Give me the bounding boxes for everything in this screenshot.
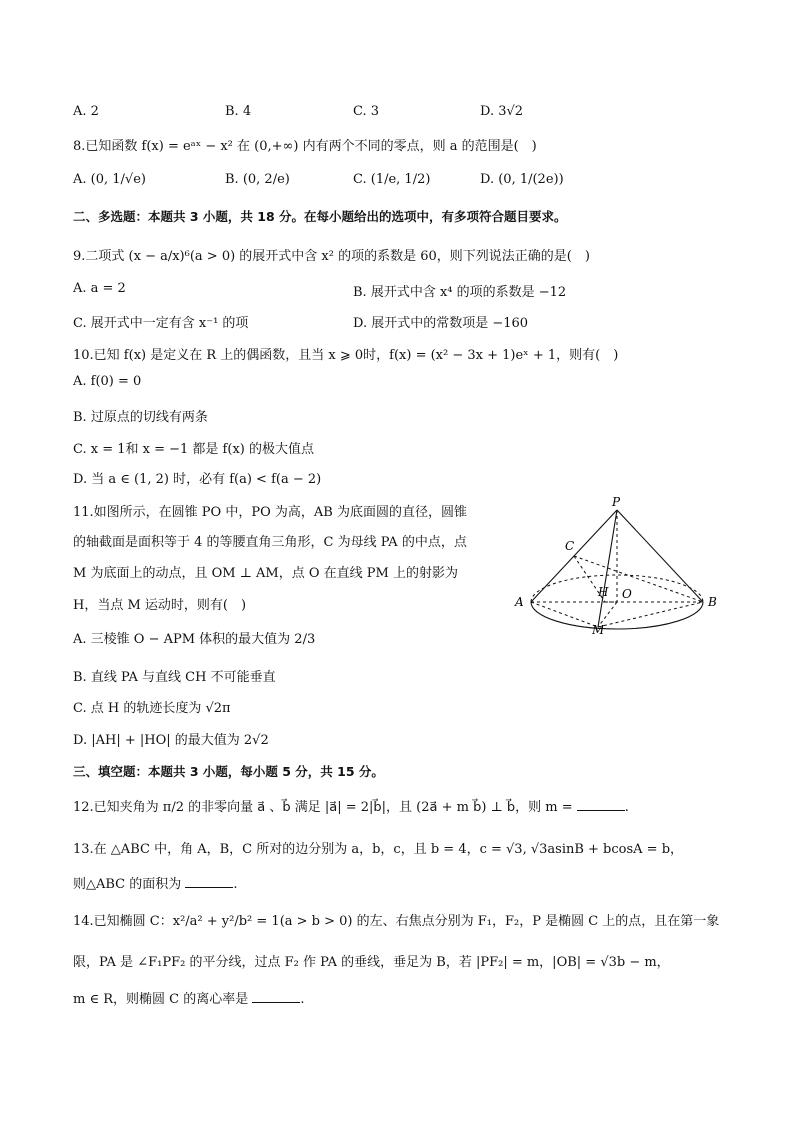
label-m: M <box>592 623 605 636</box>
section-3-title: 三、填空题：本题共 3 小题，每小题 5 分，共 15 分。 <box>73 764 384 779</box>
q9-stem: 9.二项式 (x − a/x)⁶(a > 0) 的展开式中含 x² 的项的系数是 60，则下列说法正确的是( ) <box>73 249 590 264</box>
q14-line-3 <box>73 988 305 1007</box>
segment-cb <box>574 556 703 602</box>
q13-stem-end: 则△ABC 的面积为 <box>73 877 182 892</box>
q9-option-c: C. 展开式中一定有含 x⁻¹ 的项 <box>73 316 249 331</box>
segment-mb <box>598 602 703 627</box>
label-c: C <box>565 539 575 553</box>
q9-option-d: D. 展开式中的常数项是 −160 <box>353 316 529 331</box>
q11-line-2: 的轴截面是面积等于 4 的等腰直角三角形，C 为母线 PA 的中点，点 <box>73 535 467 550</box>
q8-options <box>73 172 753 192</box>
q8-option-d: D. (0, 1/(2e)) <box>480 172 564 187</box>
q12-end: . <box>624 800 629 815</box>
q11-option-b: B. 直线 PA 与直线 CH 不可能垂直 <box>73 670 276 685</box>
q10-option-d: D. 当 a ∈ (1, 2) 时，必有 f(a) < f(a − 2) <box>73 472 322 487</box>
q9-option-a: A. a = 2 <box>73 281 126 296</box>
q12-stem: 12.已知夹角为 π/2 的非零向量 a⃗ 、b⃗ 满足 |a⃗| = 2|b⃗|，且 (2a⃗ + m b⃗) ⊥ b⃗，则 m = <box>73 800 573 815</box>
q14-stem-end: m ∈ R，则椭圆 C 的离心率是 <box>73 992 249 1007</box>
q13-line-1: 13.在 △ABC 中，角 A，B，C 所对的边分别为 a，b，c，且 b = 4，c = √3, √3asinB + bcosA = b， <box>73 842 684 857</box>
q8-option-b: B. (0, 2/e) <box>225 172 290 187</box>
label-a: A <box>515 595 524 609</box>
label-b: B <box>708 595 717 609</box>
q11-line-1: 11.如图所示，在圆锥 PO 中，PO 为高，AB 为底面圆的直径，圆锥 <box>73 505 467 520</box>
q13-line-2 <box>73 873 238 892</box>
q7-option-a: A. 2 <box>73 104 99 119</box>
label-o: O <box>622 587 632 601</box>
q11-option-a: A. 三棱锥 O − APM 体积的最大值为 2/3 <box>73 632 316 647</box>
q9-options-row1 <box>73 281 753 301</box>
q8-stem: 8.已知函数 f(x) = eᵃˣ − x² 在 (0,+∞) 内有两个不同的零点，则 a 的范围是( ) <box>73 139 537 154</box>
q8-option-c: C. (1/e, 1/2) <box>353 172 431 187</box>
q14-line-2: 限，PA 是 ∠F₁PF₂ 的平分线，过点 F₂ 作 PA 的垂线，垂足为 B，若 |PF₂| = m，|OB| = √3b − m， <box>73 955 670 970</box>
q12-line <box>73 796 629 815</box>
q10-option-c: C. x = 1和 x = −1 都是 f(x) 的极大值点 <box>73 442 314 457</box>
q11-line-3: M 为底面上的动点，且 OM ⊥ AM，点 O 在直线 PM 上的射影为 <box>73 566 458 581</box>
q10-option-b: B. 过原点的切线有两条 <box>73 410 208 425</box>
q13-end: . <box>233 877 238 892</box>
cone-figure <box>510 494 740 636</box>
q11-option-d: D. |AH| + |HO| 的最大值为 2√2 <box>73 733 269 748</box>
q8-option-a: A. (0, 1/√e) <box>73 172 146 187</box>
q7-option-d: D. 3√2 <box>480 104 524 119</box>
q14-answer-blank[interactable] <box>252 990 300 1003</box>
q14-end: . <box>300 992 305 1007</box>
q7-option-b: B. 4 <box>225 104 252 119</box>
label-h: H <box>598 585 609 599</box>
q13-answer-blank[interactable] <box>185 875 233 888</box>
q9-option-b: B. 展开式中含 x⁴ 的项的系数是 −12 <box>353 285 567 300</box>
label-p: P <box>612 495 621 509</box>
base-front-arc <box>531 602 703 629</box>
q11-line-4: H，当点 M 运动时，则有( ) <box>73 598 247 613</box>
q7-options <box>73 104 753 124</box>
q7-option-c: C. 3 <box>353 104 380 119</box>
q11-option-c: C. 点 H 的轨迹长度为 √2π <box>73 701 231 716</box>
q14-line-1: 14.已知椭圆 C：x²/a² + y²/b² = 1(a > b > 0) 的左、右焦点分别为 F₁，F₂，P 是椭圆 C 上的点，且在第一象 <box>73 914 720 929</box>
q12-answer-blank[interactable] <box>577 798 625 811</box>
q9-options-row2 <box>73 312 753 332</box>
q10-option-a: A. f(0) = 0 <box>73 374 142 389</box>
q10-stem: 10.已知 f(x) 是定义在 R 上的偶函数，且当 x ⩾ 0时，f(x) = (x² − 3x + 1)eˣ + 1，则有( ) <box>73 348 619 363</box>
section-2-title: 二、多选题：本题共 3 小题，共 18 分。在每小题给出的选项中，有多项符合题目要求。 <box>73 209 567 224</box>
